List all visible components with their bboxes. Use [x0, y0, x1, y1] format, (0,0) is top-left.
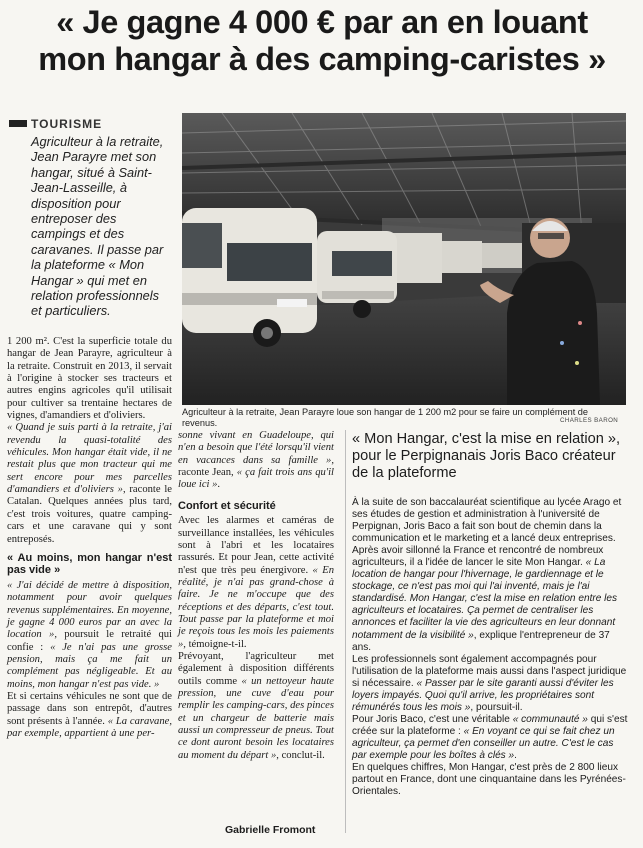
photo-caption: Agriculteur à la retraite, Jean Parayre loue son hangar de 1 200 m2 pour se faire un complément de revenus. [182, 407, 589, 428]
hangar-photo [182, 113, 626, 405]
text: Les professionnels sont également accompagnés pour l'utilisation de la plateforme mais aussi dans l'aspect juridique si nécessaire. [352, 653, 627, 689]
intro-paragraph: Agriculteur à la retraite, Jean Parayre met son hangar, situé à Saint-Jean-Lasseille, à disposition pour entreposer des campings et des caravanes. Il passe par la plateforme « Mon Hangar » qui met en relation professionnels et particuliers. [31, 134, 164, 319]
subheading: « Au moins, mon hangar n'est pas vide » [7, 551, 172, 577]
quote: « La caravane, par exemple, appartient à une per- [7, 715, 172, 739]
paragraph [7, 580, 172, 691]
paragraph [7, 422, 172, 545]
text: . [514, 749, 517, 761]
column-1 [7, 336, 172, 740]
text: , raconte le Catalan. Quelques années plus tard, c'est trois voitures, quatre camping-cars et une caravane qui y sont entreposés. [7, 484, 172, 545]
paragraph [352, 497, 628, 654]
paragraph: En quelques chiffres, Mon Hangar, c'est près de 2 800 lieux partout en France, dont une cinquantaine dans les Pyrénées-Orientales. [352, 762, 626, 798]
quote: « En voyant ce qui se fait chez un agriculteur, ça permet d'en conseiller un autre. C'est le cas par exemple pour les boîtes à clés » [352, 725, 615, 761]
quote: « Passer par le site garanti aussi d'éviter les loyers impayés. Quoi qu'il arrive, les propriétaires sont rémunérés tous les mois » [352, 677, 614, 713]
headline-line-2: mon hangar à des camping-caristes » [38, 41, 606, 77]
text: Et si certains véhicules ne sont que de passage dans son entrepôt, d'autres sont présents à l'année. [7, 690, 172, 727]
column-3 [352, 497, 628, 798]
text: À la suite de son baccalauréat scientifique au lycée Arago et ses études de gestion et administration à l'université de Perpignan, Joris Baco a fait son bout de chemin dans la communication et le marketing et a lancé deux entreprises. Après avoir sillonné la France et rencontré de nombreux agriculteurs, il a l'idée de lancer le site Mon Hangar. [352, 497, 622, 569]
text: qui s'est créée sur la plateforme : [352, 713, 628, 737]
text: Prévoyant, l'agriculteur met également à disposition différents outils comme [178, 651, 334, 687]
text: , conclut-il. [276, 749, 325, 761]
rubric-marker [9, 120, 27, 127]
paragraph [178, 515, 334, 651]
paragraph [352, 654, 628, 714]
column-2 [178, 430, 334, 762]
quote: « ça fait trois ans qu'il loue ici » [178, 467, 334, 491]
quote: « un nettoyeur haute pression, une cuve d'eau pour remplir les camping-cars, des pinces et un chargeur de batterie mais aussi un compresseur de pneus. Tout ce dont auront besoin les locataires au moment du départ » [178, 675, 334, 761]
column-divider [345, 430, 346, 833]
quote: « Je n'ai pas une grosse pension, mais ça me fait un complément pas négligeable. Et au moins, mon hangar n'est pas vide. » [7, 641, 172, 690]
photo-credit: CHARLES BARON [560, 417, 619, 424]
sidebar-headline: « Mon Hangar, c'est la mise en relation », pour le Perpignanais Joris Baco créateur de la plateforme [352, 431, 621, 481]
text: , poursuit le retraité qui confie : [7, 629, 173, 653]
headline [8, 4, 636, 78]
paragraph [178, 430, 334, 492]
headline-line-1: « Je gagne 4 000 € par an en louant [56, 4, 588, 40]
rubric-label: TOURISME [31, 117, 103, 131]
text: , explique l'entrepreneur de 37 ans. [352, 629, 610, 653]
hangar-photo-illustration [182, 113, 626, 405]
text: Pour Joris Baco, c'est une véritable [352, 713, 510, 725]
text: , poursuit-il. [470, 701, 523, 713]
paragraph [352, 714, 628, 762]
subheading: Confort et sécurité [178, 499, 276, 512]
text: , témoigne-t-il. [183, 638, 247, 650]
quote: « communauté » [512, 713, 588, 725]
quote: sonne vivant en Guadeloupe, qui n'en a besoin que l'été lorsqu'il vient en vacances dans sa famille » [178, 430, 334, 466]
author-byline: Gabrielle Fromont [225, 824, 316, 836]
paragraph [7, 691, 172, 740]
paragraph [178, 651, 334, 762]
quote: « La location de hangar pour l'hivernage, le gardiennage et le stockage, ce n'est pas moi qui l'ai inventé, mais je l'ai standardisé. Mon Hangar, c'est la mise en relation entre les agriculteurs et locataires. Ça permet de centraliser les annonces et faciliter la vie des agriculteurs en leur donnant notamment de la visibilité » [352, 557, 618, 641]
quote: « En réalité, je n'ai pas grand-chose à faire. Je ne m'occupe que des réceptions et des départs, c'est tout. Tout passe par la plateforme et moi je reçois tous les mois les paiements » [178, 564, 334, 650]
text: . [217, 479, 221, 491]
text: Avec les alarmes et caméras de surveillance installées, les véhicules sont à l'abri et les locataires rassurés. Et pour Jean, cette activité n'est que très peu énergivore. [178, 515, 334, 576]
quote: « J'ai décidé de mettre à disposition, notamment pour avoir quelques revenus supplémentaires. En moyenne, je gagne 4 000 euros par an avec la location » [7, 579, 172, 641]
text: , raconte Jean, [178, 454, 334, 479]
paragraph: 1 200 m². C'est la superficie totale du hangar de Jean Parayre, agriculteur à la retraite. Construit en 2013, il servait à l'origine à stocker ses tracteurs et autres engins agricoles qu'il utilisait pour cultiver sa trentaine hectares de vignes, d'amandiers et d'oliviers. [7, 336, 172, 422]
quote: « Quand je suis parti à la retraite, j'ai revendu la quasi-totalité des véhicules. Mon hangar était vide, il ne restait plus que mon tracteur qui me sert encore pour mes parcelles d'amandiers et d'oliviers » [7, 422, 172, 496]
